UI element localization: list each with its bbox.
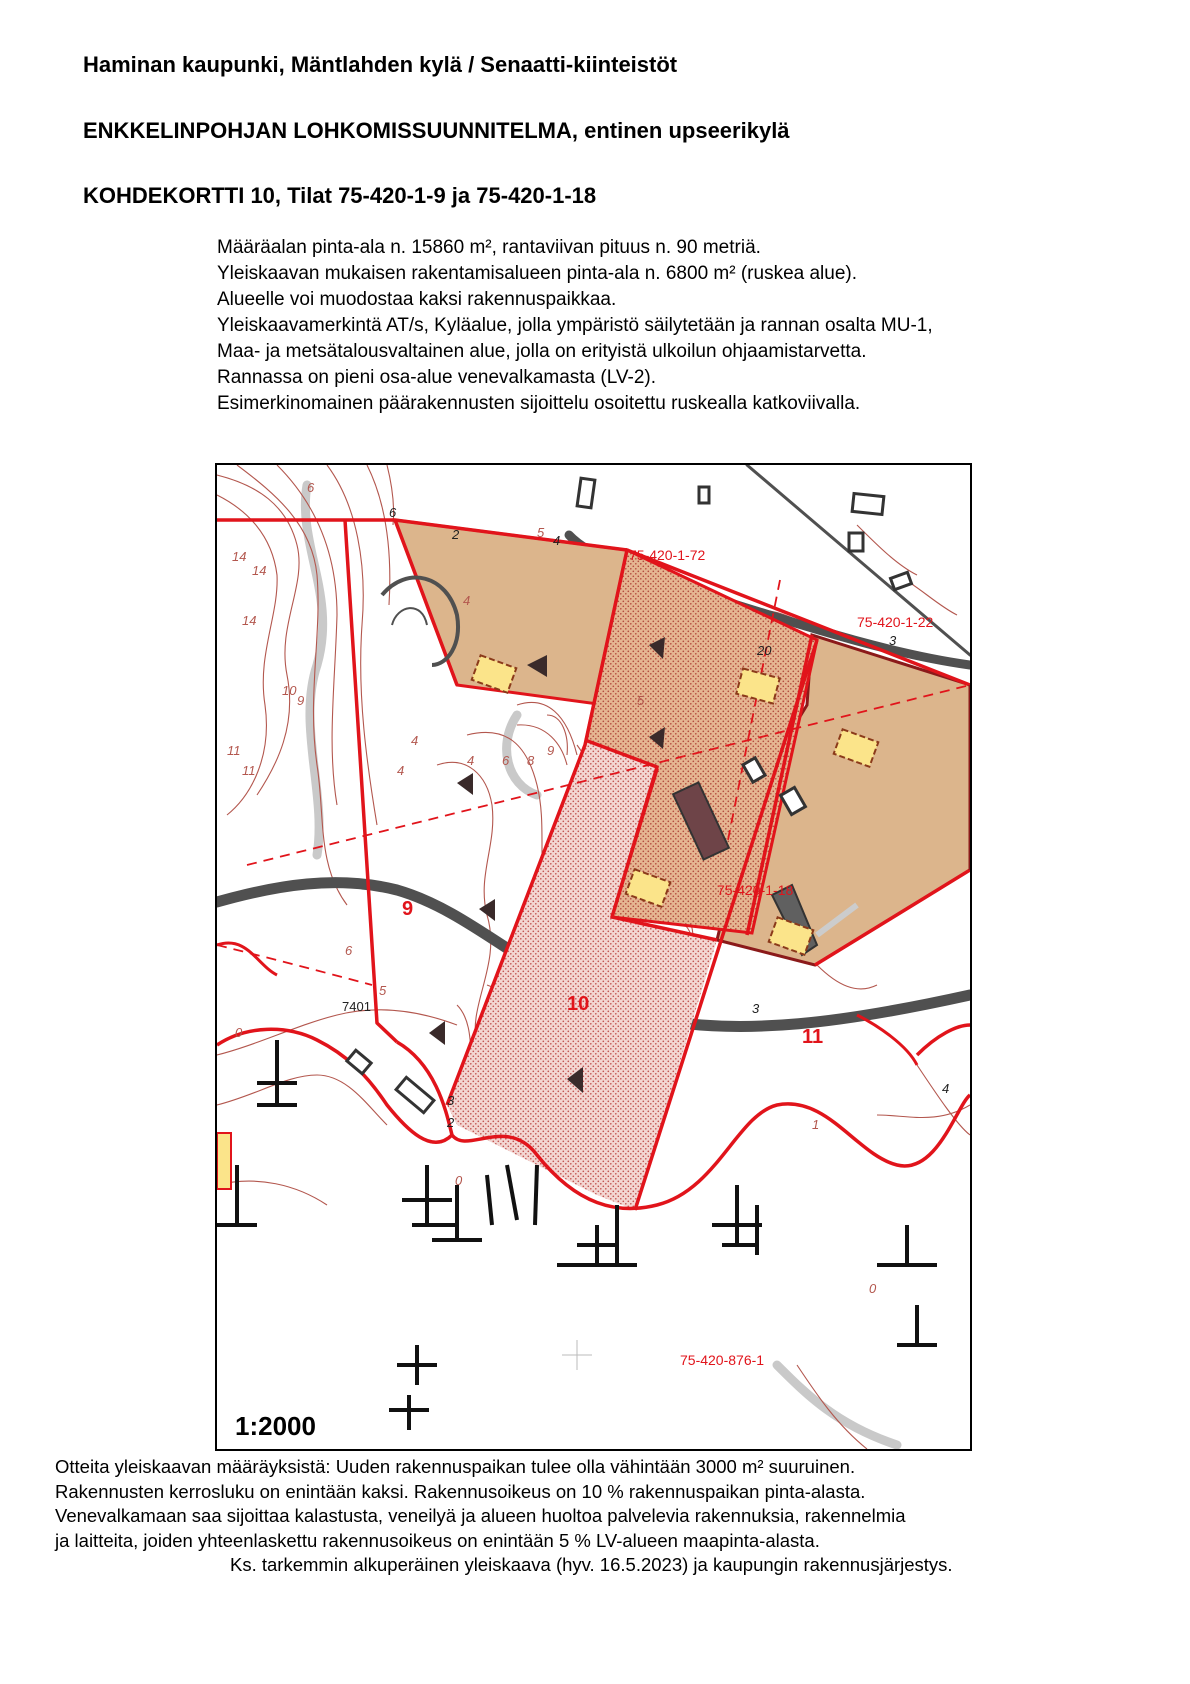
site-map	[215, 463, 972, 1451]
contour-label: 4	[553, 533, 561, 548]
contour-label: 14	[232, 549, 247, 564]
contour-label: 3	[889, 633, 897, 648]
description-line: Yleiskaavamerkintä AT/s, Kyläalue, jolla ympäristö säilytetään ja rannan osalta MU-1,	[217, 315, 933, 336]
description-line: Määräalan pinta-ala n. 15860 m², rantaviivan pituus n. 90 metriä.	[217, 237, 761, 258]
contour-label: 5	[379, 983, 387, 998]
contour-label: 11	[242, 763, 256, 778]
description-line: Yleiskaavan mukaisen rakentamisalueen pinta-ala n. 6800 m² (ruskea alue).	[217, 263, 858, 284]
contour-label: 8	[527, 753, 535, 768]
contour-label: 14	[252, 563, 267, 578]
contour-label: 9	[297, 693, 305, 708]
header-line-1: Haminan kaupunki, Mäntlahden kylä / Senaatti-kiinteistöt	[83, 52, 678, 77]
description-line: Alueelle voi muodostaa kaksi rakennuspaikkaa.	[217, 289, 617, 310]
property-label: 75-420-1-22	[857, 614, 934, 630]
contour-label: 0	[455, 1173, 463, 1188]
contour-label: 2	[452, 527, 460, 542]
map-point-label: 7401	[342, 999, 371, 1014]
contour-label: 3	[752, 1001, 760, 1016]
footer-line: Ks. tarkemmin alkuperäinen yleiskaava (hyv. 16.5.2023) ja kaupungin rakennusjärjestys.	[230, 1554, 953, 1575]
contour-label: 4	[397, 763, 405, 778]
contour-label: 3	[447, 1093, 455, 1108]
contour-label: 1	[812, 1117, 820, 1132]
contour-label: 6	[389, 505, 397, 520]
contour-label: 4	[467, 753, 475, 768]
contour-label: 4	[463, 593, 471, 608]
contour-label: 2	[447, 1115, 455, 1130]
footer-line: Otteita yleiskaavan määräyksistä: Uuden rakennuspaikan tulee olla vähintään 3000 m² suuruinen.	[55, 1456, 856, 1477]
building-areas	[395, 520, 970, 965]
contour-label: 6	[502, 753, 510, 768]
contour-label: 5	[637, 693, 645, 708]
contour-label: 0	[869, 1281, 877, 1296]
description-block	[217, 235, 933, 417]
neighbour-plot-edge	[217, 1133, 231, 1189]
footer-line: ja laitteita, joiden yhteenlaskettu rakennusoikeus on enintään 5 % LV-alueen maapinta-alasta.	[55, 1529, 820, 1551]
contour-label: 4	[411, 733, 419, 748]
header-line-3: KOHDEKORTTI 10, Tilat 75-420-1-9 ja 75-420-1-18	[83, 183, 597, 208]
footer-line: Rakennusten kerrosluku on enintään kaksi. Rakennusoikeus on 10 % rakennuspaikan pinta-alasta.	[55, 1480, 866, 1502]
property-label: 75-420-1-72	[629, 547, 706, 563]
contour-label: 4	[942, 1081, 950, 1096]
footer-line: Venevalkamaan saa sijoittaa kalastusta, veneilyä ja alueen huoltoa palvelevia rakennuksia, rakennelmia	[55, 1505, 906, 1526]
scale-cross-symbol	[389, 1395, 429, 1430]
contour-label: 5	[537, 525, 545, 540]
contour-label: 10	[282, 683, 297, 698]
property-label: 75-420-876-1	[680, 1352, 765, 1368]
contour-label: 20	[757, 643, 772, 658]
plot-number-11: 11	[802, 1026, 824, 1048]
arc-feature-inner	[392, 608, 427, 625]
contour-label: 9	[547, 743, 555, 758]
description-line: Maa- ja metsätalousvaltainen alue, jolla on erityistä ulkoilun ohjaamistarvetta.	[217, 341, 867, 362]
property-label: 75-420-1-18	[717, 882, 794, 898]
description-line: Rannassa on pieni osa-alue venevalkamasta (LV-2).	[217, 367, 657, 388]
footer-notes	[55, 1455, 953, 1578]
contour-label: 0	[235, 1025, 243, 1040]
contour-label: 6	[345, 943, 353, 958]
contour-label: 11	[227, 743, 241, 758]
description-line: Esimerkinomainen päärakennusten sijoittelu osoitettu ruskealla katkoviivalla.	[217, 393, 861, 414]
header-line-2: ENKKELINPOHJAN LOHKOMISSUUNNITELMA, entinen upseerikylä	[83, 118, 790, 143]
plot-number-10: 10	[567, 993, 590, 1015]
contour-label: 14	[242, 613, 257, 628]
map-scale: 1:2000	[235, 1411, 316, 1441]
contour-label: 6	[307, 480, 315, 495]
plot-number-9: 9	[402, 898, 414, 920]
